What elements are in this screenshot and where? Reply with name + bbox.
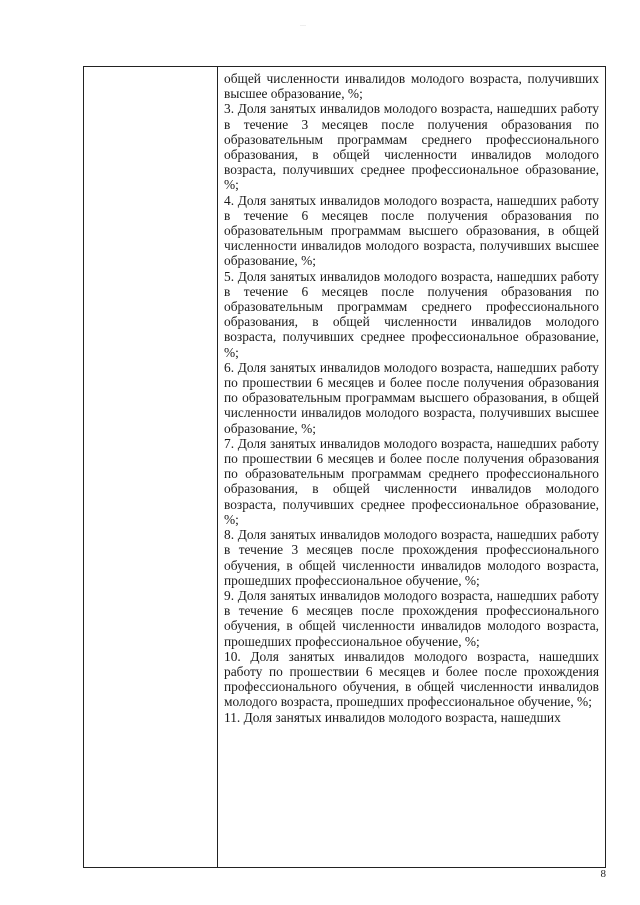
table-right-cell [218,67,605,867]
indicator-item-10: 10. Доля занятых инвалидов молодого возраста, нашедших работу по прошествии 6 месяцев и более после прохождения профессионального обучения, в общей численности инвалидов молодого возраста, прошедших профессиональное обучение, %; [224,648,599,710]
page-number: 8 [600,868,606,880]
indicator-item-continuation: общей численности инвалидов молодого возраста, получивших высшее образование, %; [224,71,599,102]
page-header-mark: … [300,22,307,28]
indicator-item-6: 6. Доля занятых инвалидов молодого возраста, нашедших работу по прошествии 6 месяцев и более после получения образования по образовательным программам высшего образования, в общей численности инвалидов молодого возраста, получивших высшее образование, %; [224,359,599,436]
indicator-item-9: 9. Доля занятых инвалидов молодого возраста, нашедших работу в течение 6 месяцев после прохождения профессионального обучения, в общей численности инвалидов молодого возраста, прошедших профессиональное обучение, %; [224,587,599,649]
indicator-item-4: 4. Доля занятых инвалидов молодого возраста, нашедших работу в течение 6 месяцев после получения образования по образовательным программам высшего образования, в общей численности инвалидов молодого возраста, получивших высшее образование, %; [224,192,599,269]
indicator-item-5: 5. Доля занятых инвалидов молодого возраста, нашедших работу в течение 6 месяцев после получения образования по образовательным программам среднего профессионального образования, в общей численности инвалидов молодого возраста, получивших среднее профессиональное образование, %; [224,268,599,360]
indicator-item-8: 8. Доля занятых инвалидов молодого возраста, нашедших работу в течение 3 месяцев после прохождения профессионального обучения, в общей численности инвалидов молодого возраста, прошедших профессиональное обучение, %; [224,527,599,588]
document-table [83,66,606,868]
indicator-item-11: 11. Доля занятых инвалидов молодого возраста, нашедших [224,709,561,725]
indicator-item-3: 3. Доля занятых инвалидов молодого возраста, нашедших работу в течение 3 месяцев после получения образования по образовательным программам среднего профессионального образования, в общей численности инвалидов молодого возраста, получивших среднее профессиональное образование, %; [224,101,599,193]
indicator-item-7: 7. Доля занятых инвалидов молодого возраста, нашедших работу по прошествии 6 месяцев и более после получения образования по образовательным программам среднего профессионального образования, в общей численности инвалидов молодого возраста, получивших среднее профессиональное образование, %; [224,435,599,527]
table-left-cell [84,67,218,867]
